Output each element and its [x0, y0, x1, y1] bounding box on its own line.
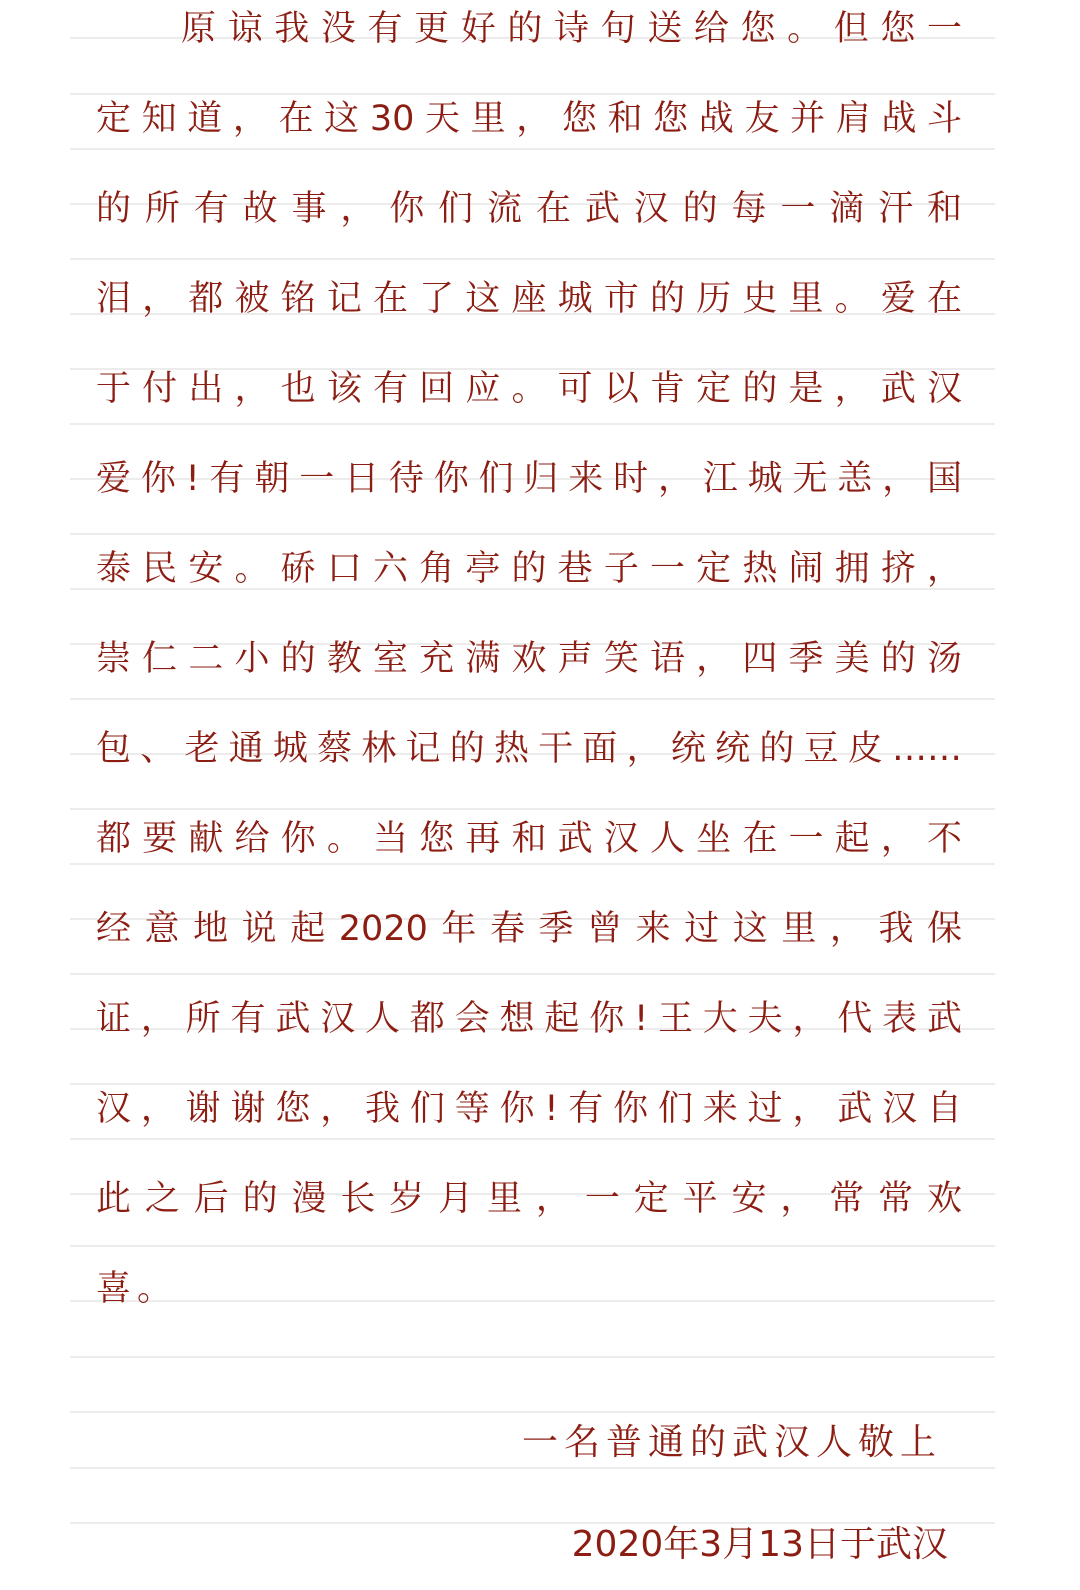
letter-line: 此之后的漫长岁月里，一定平安，常常欢	[96, 1179, 962, 1219]
ruled-line	[70, 1356, 995, 1358]
ruled-line	[70, 258, 995, 260]
letter-line: 崇仁二小的教室充满欢声笑语，四季美的汤	[96, 639, 962, 679]
letter-line: 汉，谢谢您，我们等你!有你们来过，武汉自	[96, 1089, 962, 1129]
ruled-line	[70, 973, 995, 975]
letter-line: 定知道，在这30天里，您和您战友并肩战斗	[96, 99, 962, 139]
letter-line: 证，所有武汉人都会想起你!王大夫，代表武	[96, 999, 962, 1039]
letter-line: 原谅我没有更好的诗句送给您。但您一	[181, 9, 962, 49]
letter-line: 经意地说起2020年春季曾来过这里，我保	[96, 909, 962, 949]
letter-line: 爱你!有朝一日待你们归来时，江城无恙，国	[96, 459, 962, 499]
letter-line: 的所有故事，你们流在武汉的每一滴汗和	[96, 189, 962, 229]
letter-line: 于付出，也该有回应。可以肯定的是，武汉	[96, 369, 962, 409]
ruled-line	[70, 1245, 995, 1247]
letter-date: 2020年3月13日于武汉	[571, 1524, 948, 1565]
letter-line: 泰民安。硚口六角亭的巷子一定热闹拥挤，	[96, 549, 962, 589]
signature: 一名普通的武汉人敬上	[521, 1422, 942, 1463]
letter-line: 包、老通城蔡林记的热干面，统统的豆皮……	[96, 729, 962, 769]
ruled-line	[70, 698, 995, 700]
letter-line: 都要献给你。当您再和武汉人坐在一起，不	[96, 819, 962, 859]
letter-line: 喜。	[96, 1269, 179, 1309]
letter-line: 泪，都被铭记在了这座城市的历史里。爱在	[96, 279, 962, 319]
